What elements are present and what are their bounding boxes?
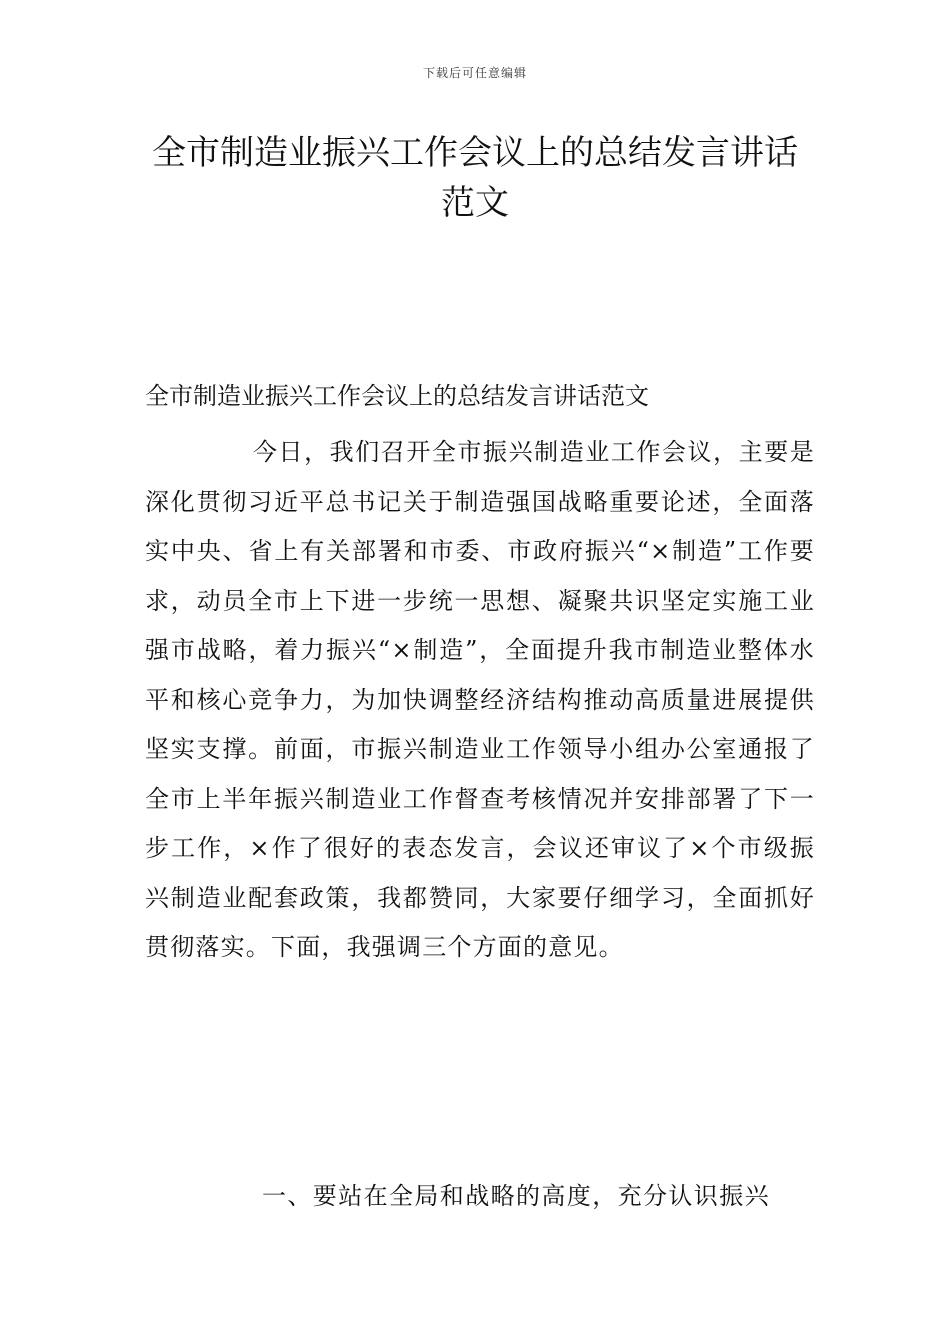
document-subtitle: 全市制造业振兴工作会议上的总结发言讲话范文 [145, 382, 649, 410]
body-paragraph: 今日，我们召开全市振兴制造业工作会议，主要是深化贯彻习近平总书记关于制造强国战略重要论述，全面落实中央、省上有关部署和市委、市政府振兴“×制造”工作要求，动员全市上下进一步统一思想、凝聚共识坚定实施工业强市战略，着力振兴“×制造”，全面提升我市制造业整体水平和核心竞争力，为加快调整经济结构推动高质量进展提供坚实支撑。前面，市振兴制造业工作领导小组办公室通报了全市上半年振兴制造业工作督查考核情况并安排部署了下一步工作，×作了很好的表态发言，会议还审议了×个市级振兴制造业配套政策，我都赞同，大家要仔细学习，全面抓好贯彻落实。下面，我强调三个方面的意见。 [145, 438, 815, 961]
section-heading: 一、要站在全局和战略的高度，充分认识振兴 [262, 1182, 770, 1210]
header-note: 下载后可任意编辑 [422, 66, 527, 80]
document-title: 全市制造业振兴工作会议上的总结发言讲话范文 [152, 133, 798, 223]
